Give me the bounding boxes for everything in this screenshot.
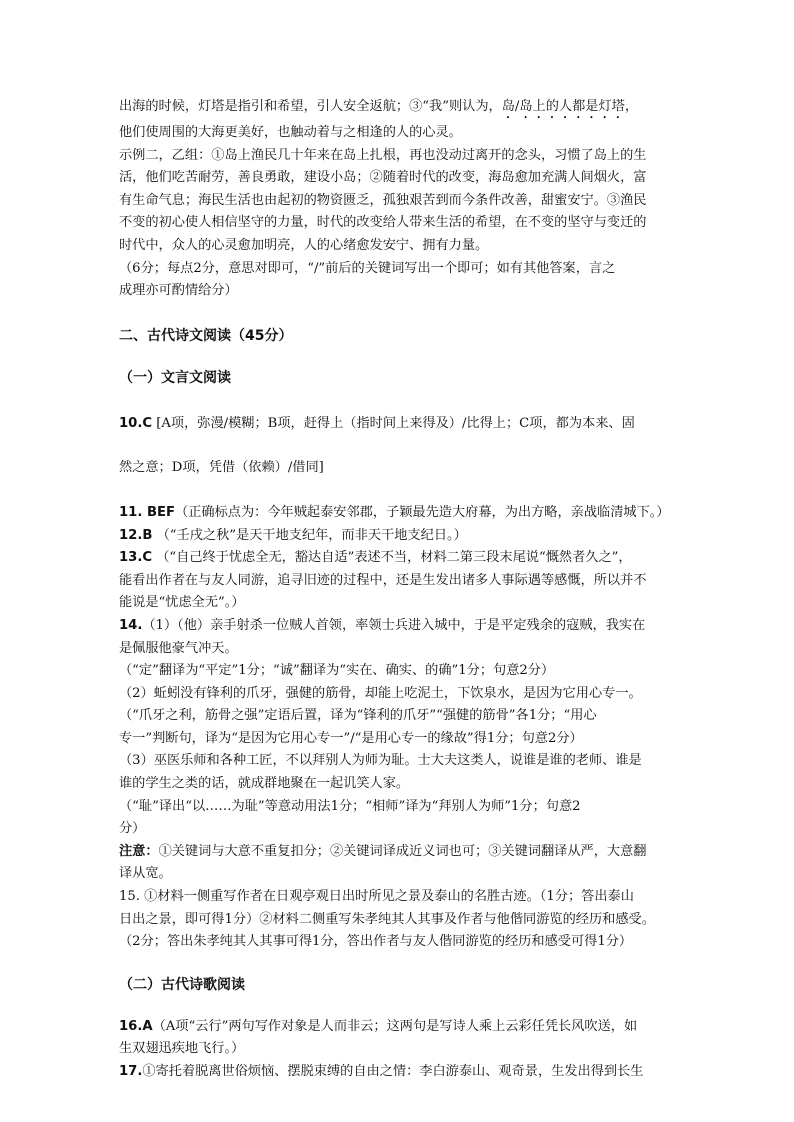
text-line: 不变的初心使人相信坚守的力量，时代的改变给人带来生活的希望，在不变的坚守与变迁的 [119, 215, 647, 231]
question-12: 12.B （“壬戌之秋”是天干地支纪年，而非天干地支纪日。） [119, 527, 467, 543]
text-line: 他们使周围的大海更美好，也触动着与之相逢的人的心灵。 [119, 125, 462, 140]
text-line: 示例二，乙组：①岛上渔民几十年来在岛上扎根，再也没动过离开的念头，习惯了岛上的生 [119, 147, 647, 163]
question-14: 14.（1）（他）亲手射杀一位贼人首领，率领士兵进入城中，于是平定残余的寇贼，我实在 是佩服他豪气冲天。 （“定”翻译为“平定”1分；“诚”翻译为“实在、确实、的确”1分；句意2分） （2）蚯蚓没有锋利的爪牙，强健的筋骨，却能上吃泥土，下饮泉水，是因为它用心专一。 （“爪牙之利，筋骨之强”定语后置，译为“锋利的爪牙”“强健的筋骨”各1分；“用心 专一”判断句，译为“是因为它用心专一”/“是用心专一的缘故”得1分；句意2分） （3）巫医乐师和各种工匠，不以拜别人为师为耻。士大夫这类人，说谁是谁的老师、谁是 谁的学生之类的话，就成群地聚在一起讥笑人家。 （“耻”译出“以……为耻”等意动用法1分；“相师”译为“拜别人为师”1分；句意2 分） 注意：①关键词与大意不重复扣分；②关键词译成近义词也可；③关键词翻译从严，大意翻 译从宽。 [119, 615, 679, 886]
question-17: 17.①寄托着脱离世俗烦恼、摆脱束缚的自由之情：李白游泰山、观奇景，生发出得到长生 [119, 1064, 644, 1079]
question-16: 16.A（A项“云行”两句写作对象是人而非云；这两句是写诗人乘上云彩任凭长风吹送，如 生双翅迅疾地飞行。） [119, 1018, 638, 1057]
text-line: 有生命气息；海民生活也由起初的物资匮乏，孤独艰苦到而今条件改善，甜蜜安宁。③渔民 [119, 192, 647, 208]
subsection-heading: （二）古代诗歌阅读 [119, 976, 245, 993]
text-line: 时代中，众人的心灵愈加明亮，人的心绪愈发安宁、拥有力量。 [119, 237, 489, 253]
answer-key-content [119, 96, 679, 1084]
text-line: （6分；每点2分，意思对即可，“/”前后的关键词写出一个即可；如有其他答案，言之 [119, 260, 616, 276]
text-line: 出海的时候，灯塔是指引和希望，引人安全返航；③“我”则认为，岛/岛上的人都是灯塔， [119, 99, 639, 114]
text-line: 活，他们吃苦耐劳，善良勇敢，建设小岛；②随着时代的改变，海岛愈加充满人间烟火，富 [119, 170, 647, 186]
text-line: 成理亦可酌情给分） [119, 283, 238, 299]
question-11: 11. BEF（正确标点为：今年贼起泰安邻郡，子颖最先造大府幕，为出方略，亲战临清城下。） [119, 504, 670, 520]
section-heading: 二、古代诗文阅读（45分） [119, 327, 293, 344]
emphasized-text: 岛/岛上的人都是灯塔 [501, 99, 625, 114]
question-15: 15. ①材料一侧重写作者在日观亭观日出时所见之景及泰山的名胜古迹。（1分；答出泰山 日出之景，即可得1分）②材料二侧重写朱孝纯其人其事及作者与他偕同游览的经历和感受。 （2分；答出朱孝纯其人其事可得1分，答出作者与友人偕同游览的经历和感受可得1分） [119, 889, 655, 950]
question-13: 13.C （“自己终于忧虑全无，豁达自适”表述不当，材料二第三段末尾说“慨然者久之”， 能看出作者在与友人同游，追寻旧迹的过程中，还是生发出诸多人事际遇等感慨，所以并不 能说是“忧虑全无”。） [119, 550, 647, 611]
subsection-heading: （一）文言文阅读 [119, 369, 231, 386]
note-line: 注意：①关键词与大意不重复扣分；②关键词译成近义词也可；③关键词翻译从严，大意翻 [119, 843, 647, 859]
question-10: 10.C [A项，弥漫/模糊；B项，赶得上（指时间上来得及）/比得上；C项，都为本来、固 然之意；D项，凭借（依赖）/借同] [119, 415, 635, 476]
